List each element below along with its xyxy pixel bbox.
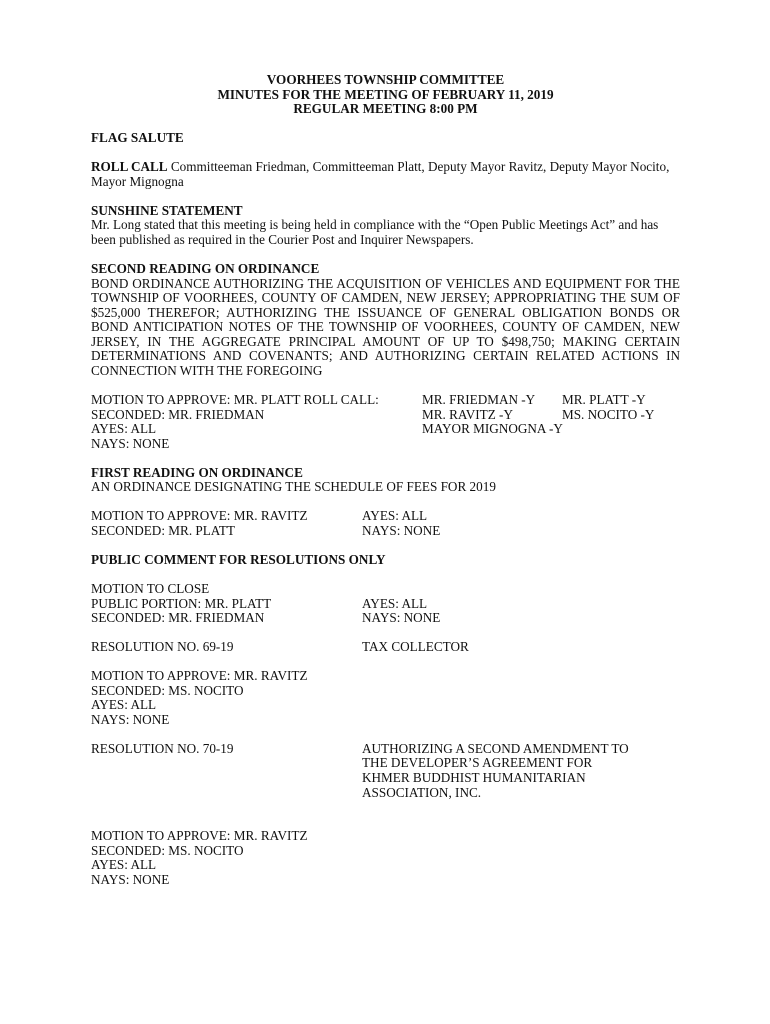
resolution-69-19 <box>91 640 680 655</box>
seconded: SECONDED: MS. NOCITO <box>91 682 244 698</box>
seconded: SECONDED: MR. FRIEDMAN <box>91 406 265 422</box>
flag-salute-heading: FLAG SALUTE <box>91 130 184 146</box>
nays: NAYS: NONE <box>91 435 170 451</box>
public-comment-vote <box>91 582 680 626</box>
resolution-title <box>362 742 680 800</box>
roll-call-ravitz: MR. RAVITZ -Y <box>422 406 513 422</box>
roll-call-platt: MR. PLATT -Y <box>562 392 646 408</box>
resolution-70-19 <box>91 742 680 800</box>
resolution-title-line: AUTHORIZING A SECOND AMENDMENT TO <box>362 740 629 756</box>
roll-call <box>91 160 680 189</box>
roll-call-text: Committeeman Friedman, Committeeman Platt, Deputy Mayor Ravitz, Deputy Mayor Nocito, Mayor Mignogna <box>91 159 670 189</box>
nays: NAYS: NONE <box>362 522 441 538</box>
seconded: SECONDED: MS. NOCITO <box>91 842 244 858</box>
seconded: SECONDED: MR. FRIEDMAN <box>91 610 265 626</box>
sunshine-heading: SUNSHINE STATEMENT <box>91 202 243 218</box>
motion-approve: MOTION TO APPROVE: MR. RAVITZ <box>91 508 308 524</box>
minutes-content <box>91 73 680 887</box>
fees-ordinance-text: AN ORDINANCE DESIGNATING THE SCHEDULE OF FEES FOR 2019 <box>91 479 496 495</box>
second-reading-vote <box>91 393 680 451</box>
bond-ordinance-text: BOND ORDINANCE AUTHORIZING THE ACQUISITION OF VEHICLES AND EQUIPMENT FOR THE TOWNSHIP OF VOORHEES, COUNTY OF CAMDEN, NEW JERSEY; APPROPRIATING THE SUM OF $525,000 THEREFOR; AUTHORIZING THE ISSUANCE OF GENERAL OBLIGATION BONDS OR BOND ANTICIPATION NOTES OF THE TOWNSHIP OF VOORHEES, COUNTY OF CAMDEN, NEW JERSEY, IN THE AGGREGATE PRINCIPAL AMOUNT OF UP TO $498,750; MAKING CERTAIN DETERMINATIONS AND COVENANTS; AND AUTHORIZING CERTAIN RELATED ACTIONS IN CONNECTION WITH THE FOREGOING <box>91 275 680 379</box>
seconded: SECONDED: MR. PLATT <box>91 522 235 538</box>
resolution-title-line: ASSOCIATION, INC. <box>362 784 482 800</box>
nays: NAYS: NONE <box>91 871 170 887</box>
first-reading-heading: FIRST READING ON ORDINANCE <box>91 464 303 480</box>
resolution-number: RESOLUTION NO. 70-19 <box>91 740 234 756</box>
roll-call-mignogna: MAYOR MIGNOGNA -Y <box>422 421 563 437</box>
public-comment-heading: PUBLIC COMMENT FOR RESOLUTIONS ONLY <box>91 551 386 567</box>
document-header <box>91 73 680 117</box>
resolution-number: RESOLUTION NO. 69-19 <box>91 639 234 655</box>
public-portion: PUBLIC PORTION: MR. PLATT <box>91 595 272 611</box>
minutes-title: MINUTES FOR THE MEETING OF FEBRUARY 11, 2019 <box>217 86 554 102</box>
ayes: AYES: ALL <box>362 508 428 524</box>
sunshine-text: Mr. Long stated that this meeting is being held in compliance with the “Open Public Meetings Act” and has been published as required in the Courier Post and Inquirer Newspapers. <box>91 217 659 247</box>
motion-approve: MOTION TO APPROVE: MR. RAVITZ <box>91 828 308 844</box>
first-reading-vote <box>91 509 680 538</box>
ayes: AYES: ALL <box>91 697 157 713</box>
meeting-time: REGULAR MEETING 8:00 PM <box>293 101 478 117</box>
committee-title: VOORHEES TOWNSHIP COMMITTEE <box>266 72 505 87</box>
ayes: AYES: ALL <box>91 857 157 873</box>
ayes: AYES: ALL <box>91 421 157 437</box>
motion-approve: MOTION TO APPROVE: MR. PLATT ROLL CALL: <box>91 392 379 408</box>
nays: NAYS: NONE <box>362 610 441 626</box>
motion-approve: MOTION TO APPROVE: MR. RAVITZ <box>91 668 308 684</box>
ayes: AYES: ALL <box>362 595 428 611</box>
roll-call-label: ROLL CALL <box>91 159 168 175</box>
second-reading-heading: SECOND READING ON ORDINANCE <box>91 260 320 276</box>
resolution-70-vote <box>91 829 680 887</box>
resolution-title: TAX COLLECTOR <box>362 639 469 655</box>
resolution-title-line: THE DEVELOPER’S AGREEMENT FOR <box>362 755 593 771</box>
roll-call-nocito: MS. NOCITO -Y <box>562 406 655 422</box>
nays: NAYS: NONE <box>91 711 170 727</box>
roll-call-friedman: MR. FRIEDMAN -Y <box>422 392 536 408</box>
resolution-69-vote <box>91 669 680 727</box>
resolution-title-line: KHMER BUDDHIST HUMANITARIAN <box>362 770 586 786</box>
motion-close: MOTION TO CLOSE <box>91 580 210 596</box>
